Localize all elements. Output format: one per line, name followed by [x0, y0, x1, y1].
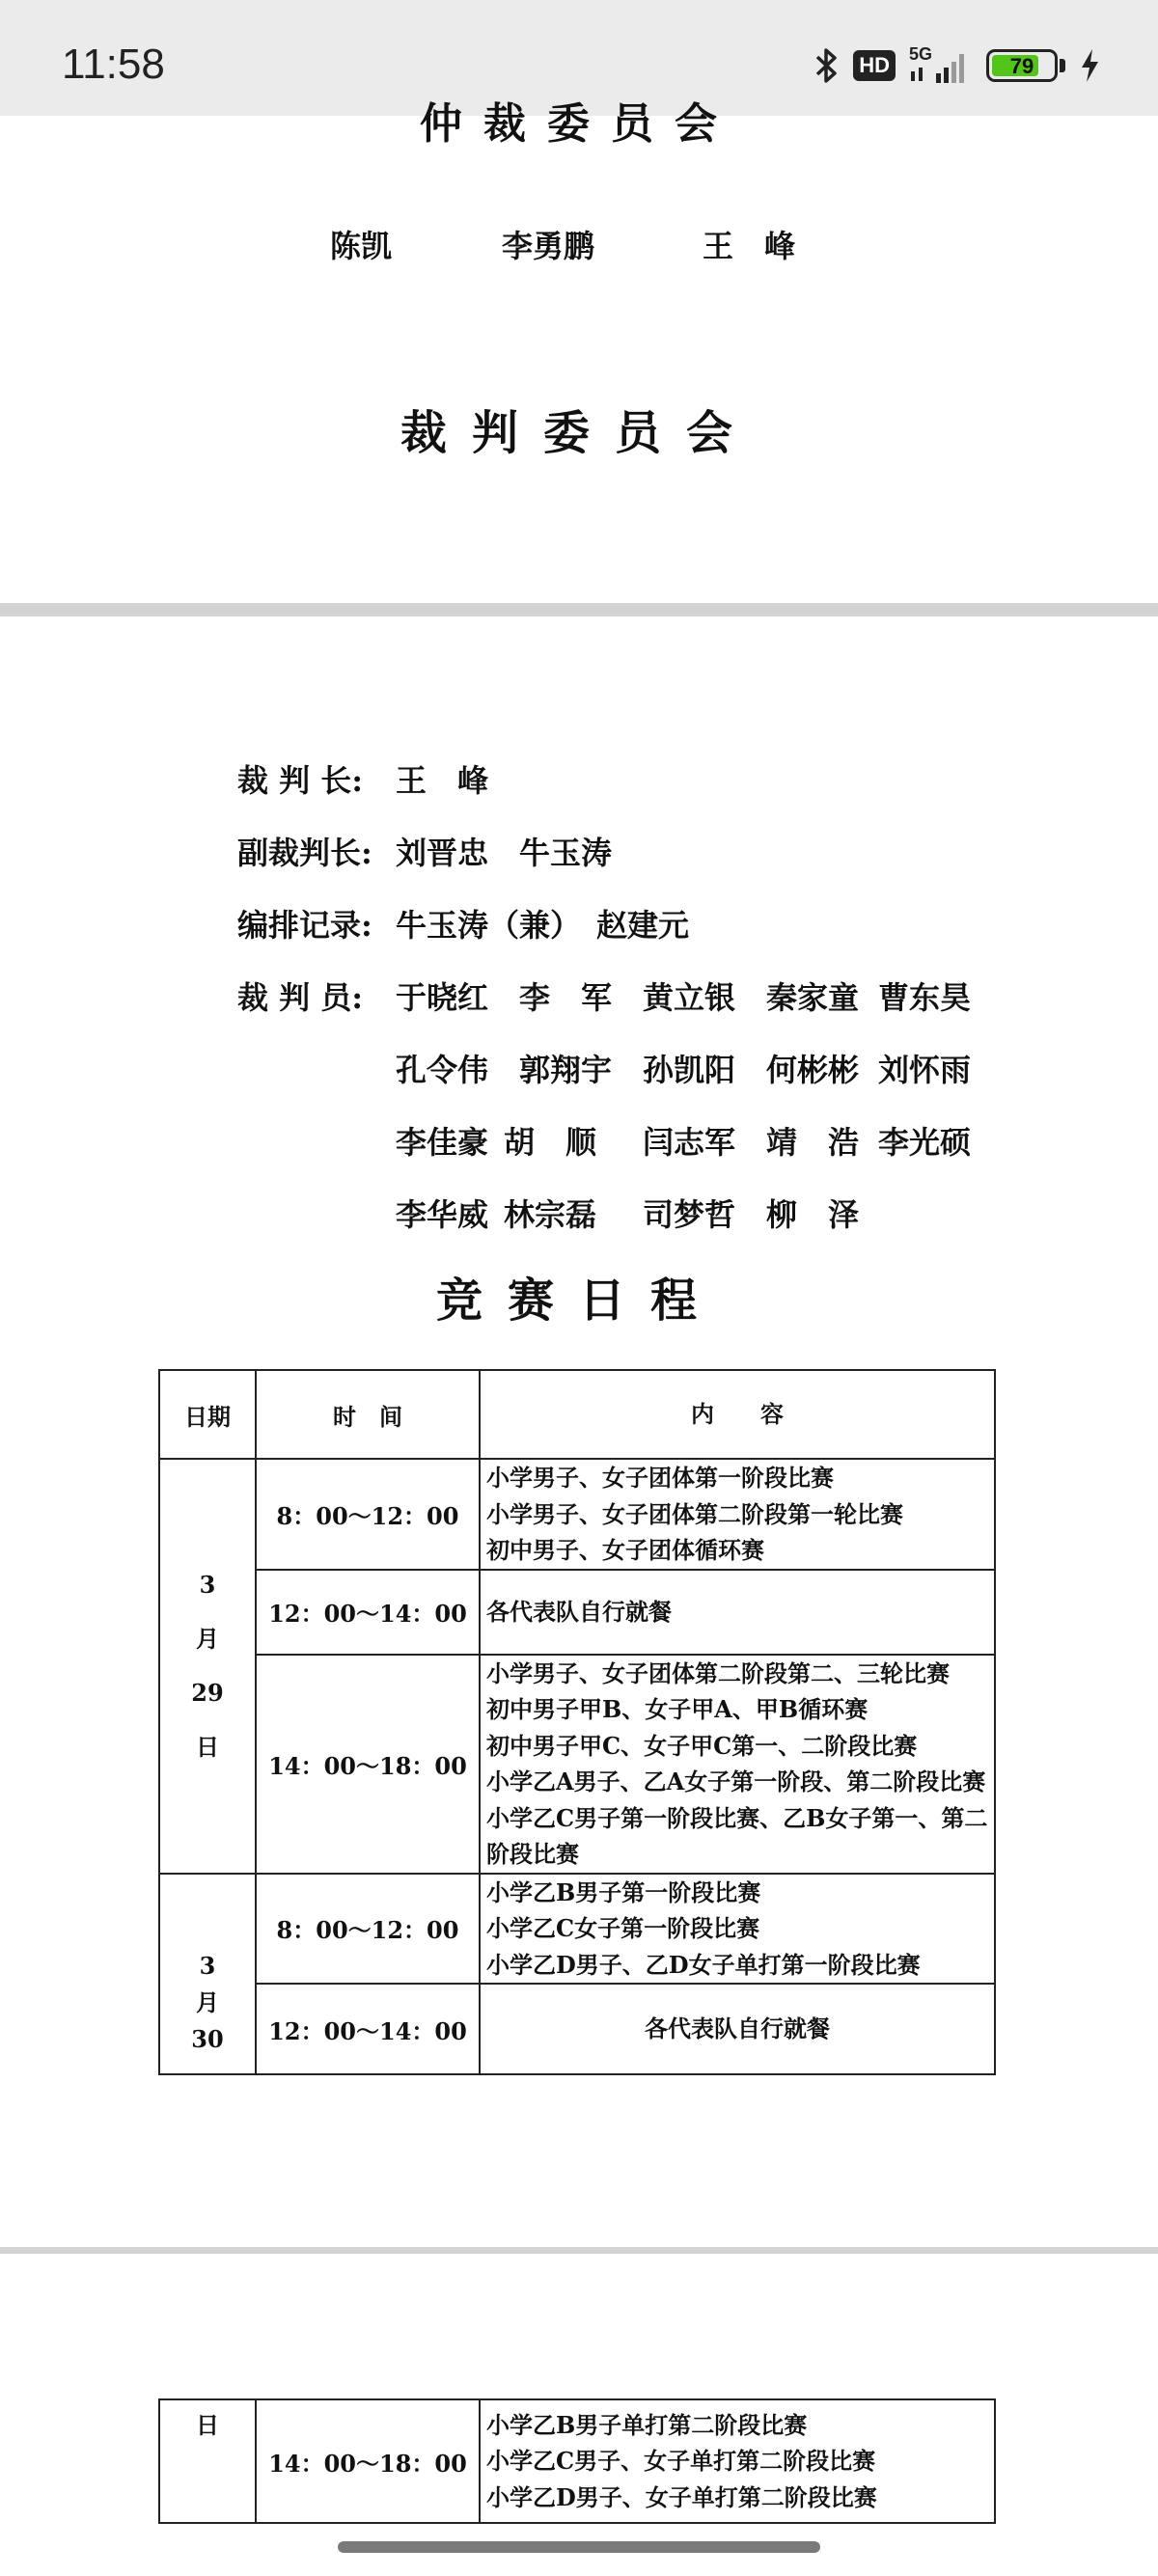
referees-block — [237, 973, 972, 1233]
schedule-title: 竞赛日程 — [435, 1274, 722, 1328]
arbitration-member: 李勇鹏 — [502, 228, 595, 264]
content-line: 小学男子、女子团体第二阶段第二、三轮比赛 — [486, 1658, 950, 1687]
header-content: 内 容 — [480, 1370, 995, 1459]
time-cell: 12：00～14：00 — [256, 1570, 480, 1655]
header-time: 时 间 — [256, 1370, 480, 1459]
date-line: 月 — [196, 1987, 219, 2016]
date-line: 29 — [191, 1678, 224, 1707]
referees-label: 裁 判 员: — [237, 979, 364, 1016]
charging-bolt-icon — [1079, 47, 1100, 84]
content-cell — [480, 1459, 995, 1570]
network-label: 5G — [909, 44, 933, 64]
referee-name: 胡 顺 — [504, 1124, 597, 1161]
chief-referee-value: 王 峰 — [396, 762, 489, 799]
status-icons — [814, 44, 1100, 87]
deputy-chief-row — [237, 829, 613, 873]
content-line: 初中男子、女子团体循环赛 — [486, 1536, 764, 1564]
referee-committee-title: 裁判委员会 — [400, 406, 758, 460]
date-cell-day1 — [159, 1459, 256, 1874]
content-cell — [480, 2399, 995, 2523]
table-header-row — [159, 1370, 995, 1459]
battery-icon — [986, 49, 1058, 82]
referee-name: 郭翔宇 — [519, 1052, 613, 1088]
content-line: 小学乙B男子单打第二阶段比赛 — [486, 2410, 808, 2439]
content-line: 各代表队自行就餐 — [645, 2014, 830, 2043]
content-line: 阶段比赛 — [486, 1840, 579, 1868]
document-page-3 — [0, 2254, 1158, 2576]
content-cell — [480, 1570, 995, 1655]
content-line: 小学男子、女子团体第二阶段第一轮比赛 — [486, 1499, 903, 1528]
referee-name: 闫志军 — [643, 1124, 736, 1161]
deputy-chief-value: 刘晋忠 牛玉涛 — [396, 835, 613, 871]
table-row — [159, 1984, 995, 2074]
content-line: 小学乙C男子、女子单打第二阶段比赛 — [486, 2447, 876, 2476]
scheduler-value: 牛玉涛（兼） 赵建元 — [396, 907, 690, 944]
referee-name: 孔令伟 — [396, 1052, 489, 1088]
content-cell — [480, 1874, 995, 1985]
document-page-1 — [0, 99, 1158, 603]
deputy-chief-label: 副裁判长: — [237, 835, 372, 871]
scheduler-row — [237, 901, 690, 945]
date-cell-continued: 日 — [159, 2399, 256, 2523]
status-time: 11:58 — [62, 41, 165, 88]
referee-name: 李光硕 — [878, 1124, 972, 1161]
referee-name: 黄立银 — [643, 979, 736, 1016]
referee-name: 李华威 — [396, 1196, 489, 1233]
page-divider — [0, 603, 1158, 617]
time-cell: 8：00～12：00 — [256, 1874, 480, 1985]
referee-name: 李佳豪 — [396, 1124, 489, 1161]
referee-name: 司梦哲 — [643, 1196, 736, 1233]
time-cell: 8：00～12：00 — [256, 1459, 480, 1570]
referee-name: 孙凯阳 — [643, 1052, 736, 1088]
content-line: 初中男子甲B、女子甲A、甲B循环赛 — [486, 1695, 868, 1723]
content-line: 初中男子甲C、女子甲C第一、二阶段比赛 — [486, 1731, 918, 1760]
table-row — [159, 1459, 995, 1570]
referee-name: 柳 泽 — [766, 1196, 860, 1233]
date-line: 月 — [196, 1624, 219, 1653]
referee-name: 靖 浩 — [766, 1124, 860, 1161]
date-line: 3 — [199, 1951, 216, 1980]
chief-referee-row — [237, 756, 489, 801]
date-line: 3 — [199, 1570, 216, 1599]
arbitration-member: 陈凯 — [330, 228, 393, 264]
content-line: 小学男子、女子团体第一阶段比赛 — [486, 1464, 834, 1492]
chief-referee-label: 裁 判 长: — [237, 762, 364, 799]
scheduler-label: 编排记录: — [237, 907, 372, 944]
time-cell: 14：00～18：00 — [256, 1655, 480, 1874]
arbitration-member: 王 峰 — [703, 228, 796, 264]
date-cell-day2 — [159, 1874, 256, 2075]
arbitration-committee-title: 仲裁委员会 — [420, 99, 738, 149]
content-line: 小学乙B男子第一阶段比赛 — [486, 1877, 761, 1906]
content-line: 小学乙A男子、乙A女子第一阶段、第二阶段比赛 — [486, 1768, 986, 1795]
referee-name: 林宗磊 — [504, 1196, 597, 1233]
schedule-table-continued — [158, 2398, 996, 2524]
content-cell — [480, 1655, 995, 1874]
battery-percentage: 79 — [1009, 54, 1034, 78]
bluetooth-icon — [814, 46, 840, 85]
content-line: 小学乙D男子、女子单打第二阶段比赛 — [486, 2482, 877, 2511]
battery-tip — [1060, 59, 1065, 72]
content-cell — [480, 1984, 995, 2074]
time-cell: 12：00～14：00 — [256, 1984, 480, 2074]
table-row — [159, 1570, 995, 1655]
referee-name: 刘怀雨 — [878, 1052, 972, 1088]
content-line: 小学乙D男子、乙D女子单打第一阶段比赛 — [486, 1950, 921, 1979]
table-row — [159, 1655, 995, 1874]
referee-name: 秦家童 — [766, 979, 860, 1016]
referee-name: 曹东昊 — [878, 979, 972, 1016]
signal-5g-icon — [909, 46, 973, 85]
content-line: 各代表队自行就餐 — [486, 1597, 672, 1626]
referee-name: 于晓红 — [396, 979, 489, 1016]
date-line: 日 — [196, 1732, 219, 1761]
gesture-navigation-bar[interactable] — [338, 2541, 820, 2553]
header-date: 日期 — [159, 1370, 256, 1459]
referee-name: 何彬彬 — [766, 1052, 860, 1088]
referee-name: 李 军 — [519, 979, 613, 1016]
schedule-table — [158, 1369, 996, 2075]
date-line: 30 — [191, 2024, 224, 2053]
content-line: 小学乙C女子第一阶段比赛 — [486, 1914, 760, 1942]
time-cell: 14：00～18：00 — [256, 2399, 480, 2523]
content-line: 小学乙C男子第一阶段比赛、乙B女子第一、第二 — [486, 1803, 988, 1832]
document-page-2 — [0, 617, 1158, 2247]
table-row — [159, 2399, 995, 2523]
table-row — [159, 1874, 995, 1985]
hd-badge: HD — [853, 50, 896, 81]
